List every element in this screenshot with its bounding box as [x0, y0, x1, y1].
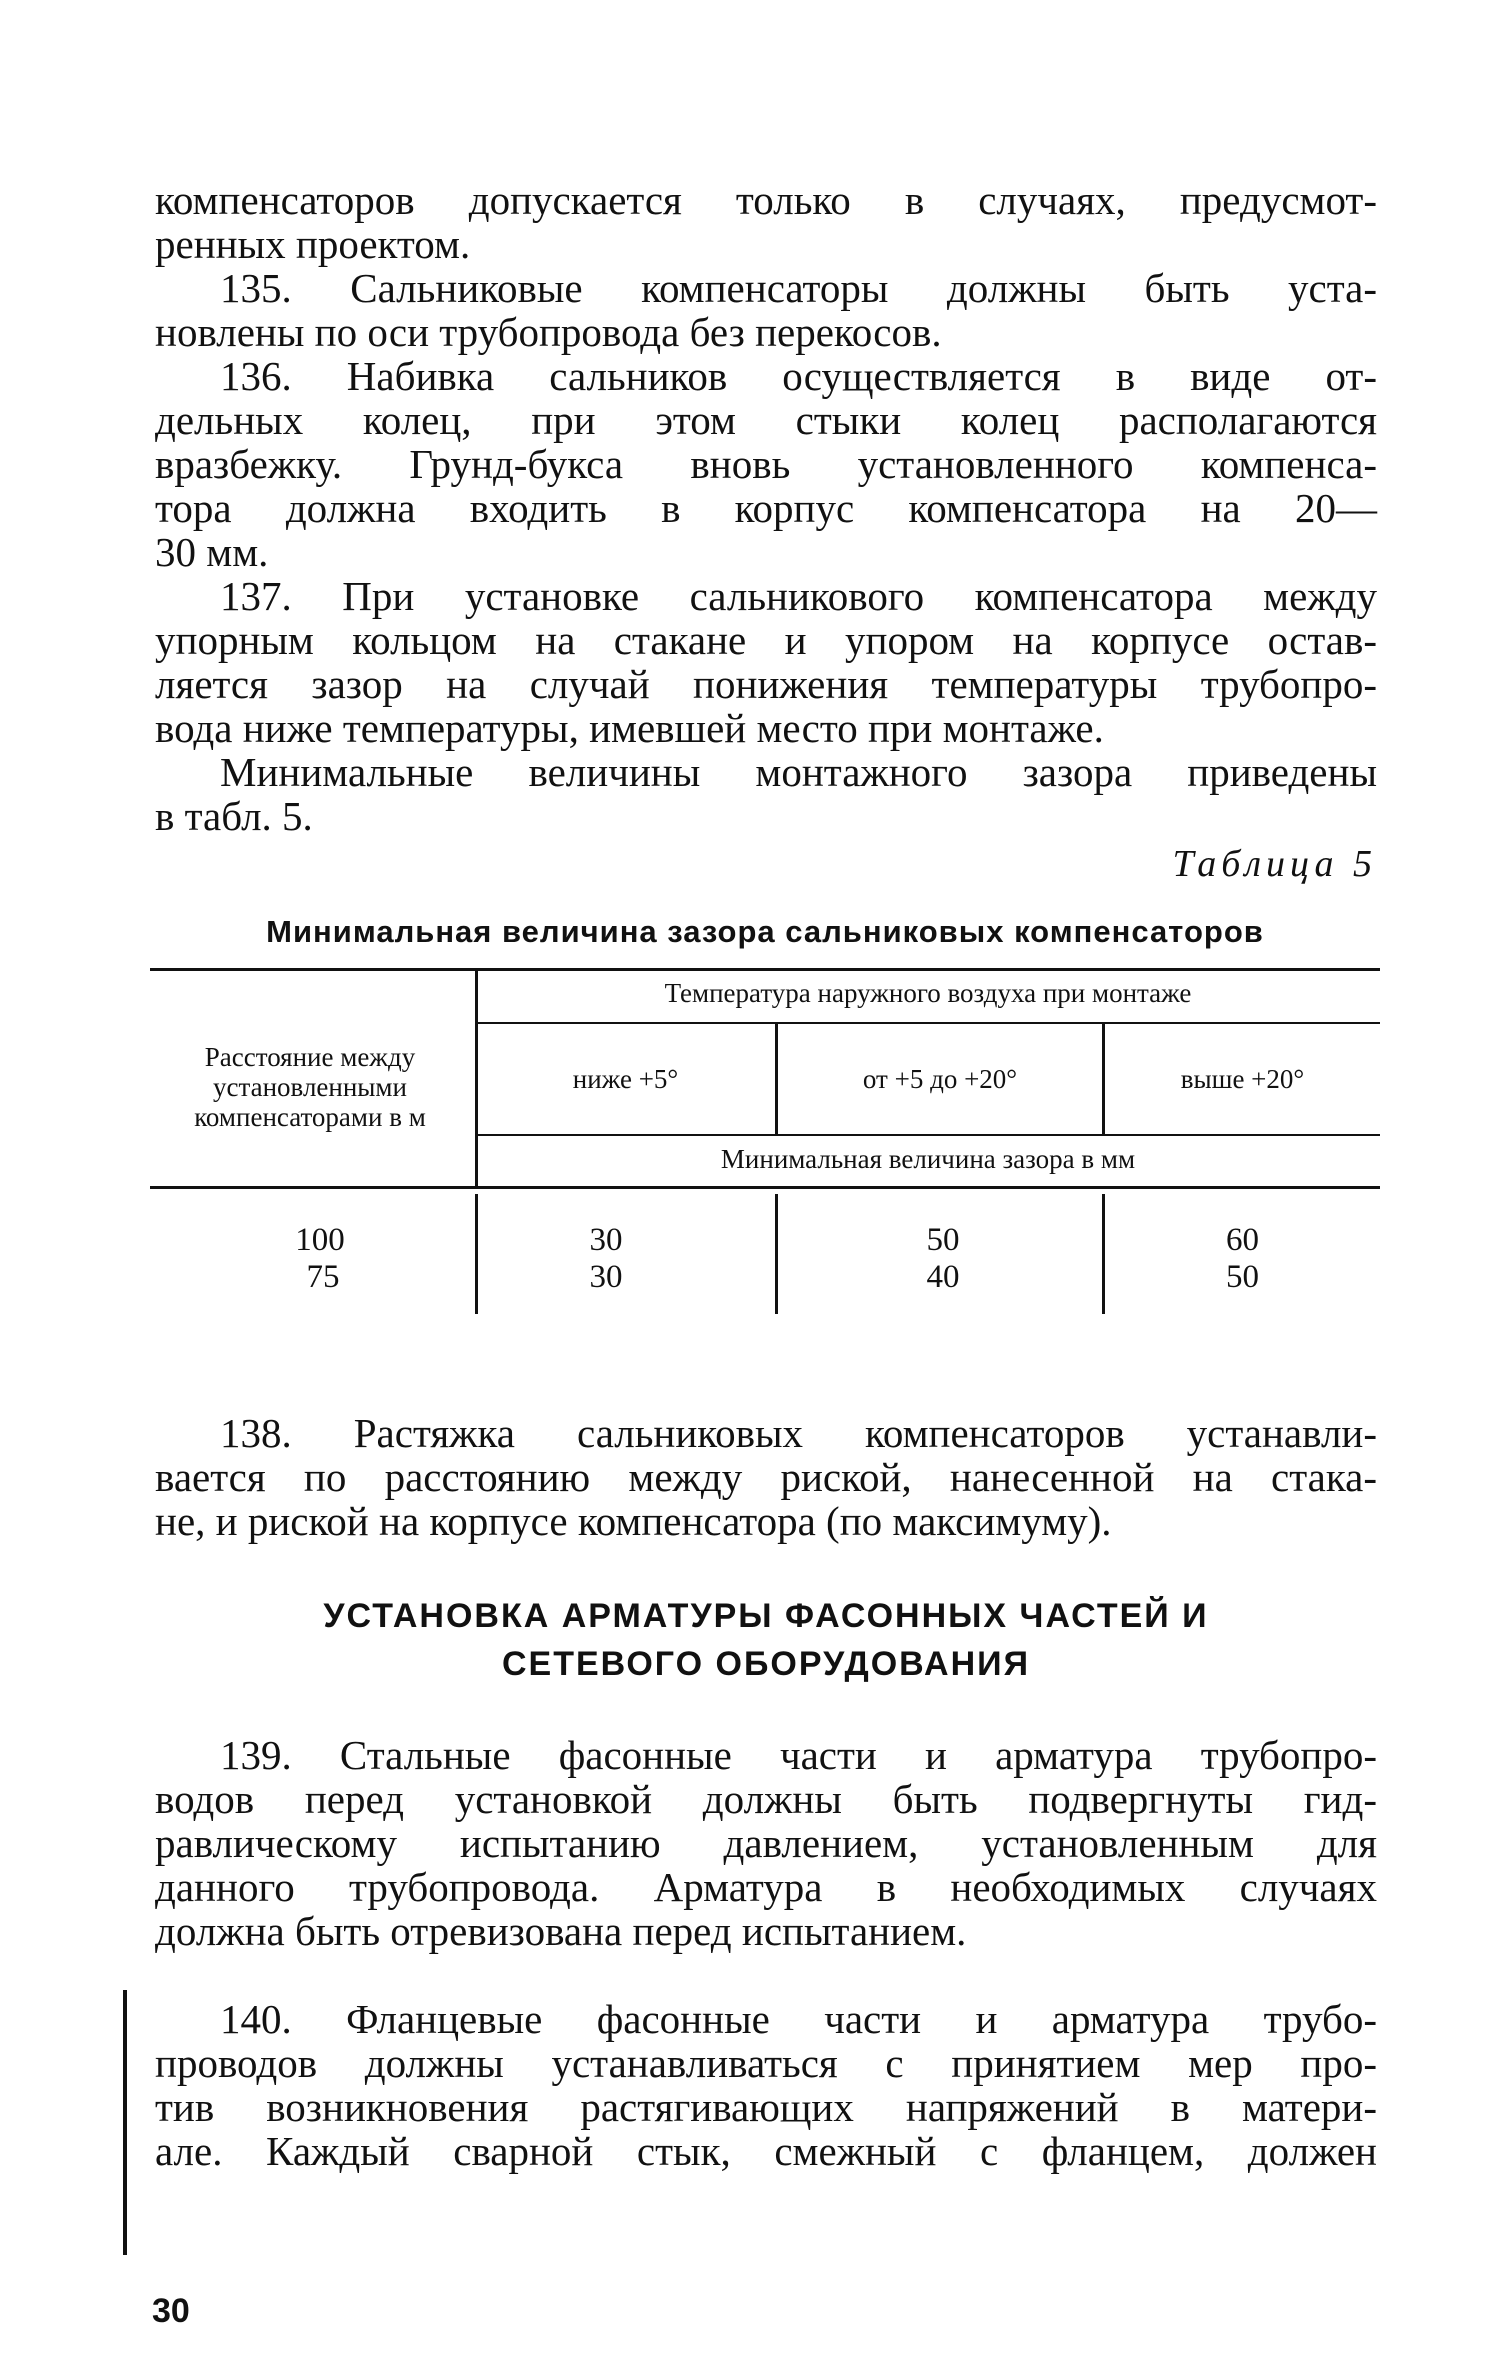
table-cell: 30 — [589, 1259, 623, 1295]
table-cell: 100 — [295, 1222, 345, 1258]
text-line: вразбежку. Грунд-букса вновь установленного компенса- — [155, 441, 1377, 487]
column-header-below-5: ниже +5° — [572, 1064, 679, 1094]
table-cell: 30 — [589, 1222, 623, 1258]
text-line: не, и риской на корпусе компенсатора (по максимуму). — [155, 1498, 1112, 1544]
text-line: 139. Стальные фасонные части и арматура трубопро- — [220, 1732, 1377, 1778]
table-label: Таблица 5 — [1172, 843, 1377, 885]
section-heading: УСТАНОВКА АРМАТУРЫ ФАСОННЫХ ЧАСТЕЙ И — [323, 1597, 1209, 1635]
table-cell: 50 — [1226, 1259, 1259, 1295]
text-line: 137. При установке сальникового компенсатора между — [220, 573, 1377, 619]
text-line: 140. Фланцевые фасонные части и арматура трубо- — [220, 1996, 1377, 2042]
text-line: 135. Сальниковые компенсаторы должны быть уста- — [220, 265, 1377, 311]
text-line: в табл. 5. — [155, 793, 313, 839]
row-header: Расстояние между установленными компенсаторами в м — [194, 1042, 426, 1132]
text-line: вода ниже температуры, имевшей место при монтаже. — [155, 705, 1104, 751]
section-heading: СЕТЕВОГО ОБОРУДОВАНИЯ — [501, 1645, 1031, 1683]
gap-table — [150, 960, 1380, 1360]
table-cell: 40 — [926, 1259, 960, 1295]
text-line: тора должна входить в корпус компенсатора на 20— — [155, 485, 1377, 531]
text-line: водов перед установкой должны быть подвергнуты гид- — [155, 1776, 1377, 1822]
text-line: новлены по оси трубопровода без перекосов. — [155, 309, 942, 355]
group-header: Температура наружного воздуха при монтаже — [664, 978, 1192, 1008]
text-line: должна быть отревизована перед испытанием. — [155, 1908, 967, 1954]
table-title: Минимальная величина зазора сальниковых компенсаторов — [266, 914, 1264, 949]
sub-header: Минимальная величина зазора в мм — [720, 1144, 1136, 1174]
text-line: 138. Растяжка сальниковых компенсаторов устанавли- — [220, 1410, 1377, 1456]
page-number: 30 — [152, 2292, 190, 2330]
revision-bar — [123, 1990, 127, 2255]
text-line: 136. Набивка сальников осуществляется в виде от- — [220, 353, 1377, 399]
table-cell: 50 — [926, 1222, 960, 1258]
table-rule — [476, 1134, 1380, 1136]
column-header-5-to-20: от +5 до +20° — [862, 1064, 1018, 1094]
text-line: 30 мм. — [155, 529, 269, 575]
table-cell: 75 — [306, 1259, 340, 1295]
table-rule — [150, 1186, 1380, 1189]
text-line: данного трубопровода. Арматура в необходимых случаях — [155, 1864, 1377, 1910]
text-line: ренных проектом. — [155, 221, 471, 267]
text-line: компенсаторов допускается только в случаях, предусмот- — [155, 177, 1377, 223]
text-line: Минимальные величины монтажного зазора приведены — [220, 749, 1377, 795]
text-line: равлическому испытанию давлением, установленным для — [155, 1820, 1377, 1866]
text-line: вается по расстоянию между риской, нанесенной на стака- — [155, 1454, 1377, 1500]
table-cell: 60 — [1226, 1222, 1259, 1258]
text-line: тив возникновения растягивающих напряжений в матери- — [155, 2084, 1377, 2130]
table-rule — [476, 1022, 1380, 1024]
column-header-above-20: выше +20° — [1180, 1064, 1305, 1094]
text-line: упорным кольцом на стакане и упором на корпусе остав- — [155, 617, 1377, 663]
text-line: ляется зазор на случай понижения температуры трубопро- — [155, 661, 1377, 707]
text-line: дельных колец, при этом стыки колец располагаются — [155, 397, 1377, 443]
text-line: але. Каждый сварной стык, смежный с фланцем, должен — [155, 2128, 1377, 2174]
table-rule — [150, 968, 1380, 971]
text-line: проводов должны устанавливаться с принятием мер про- — [155, 2040, 1377, 2086]
